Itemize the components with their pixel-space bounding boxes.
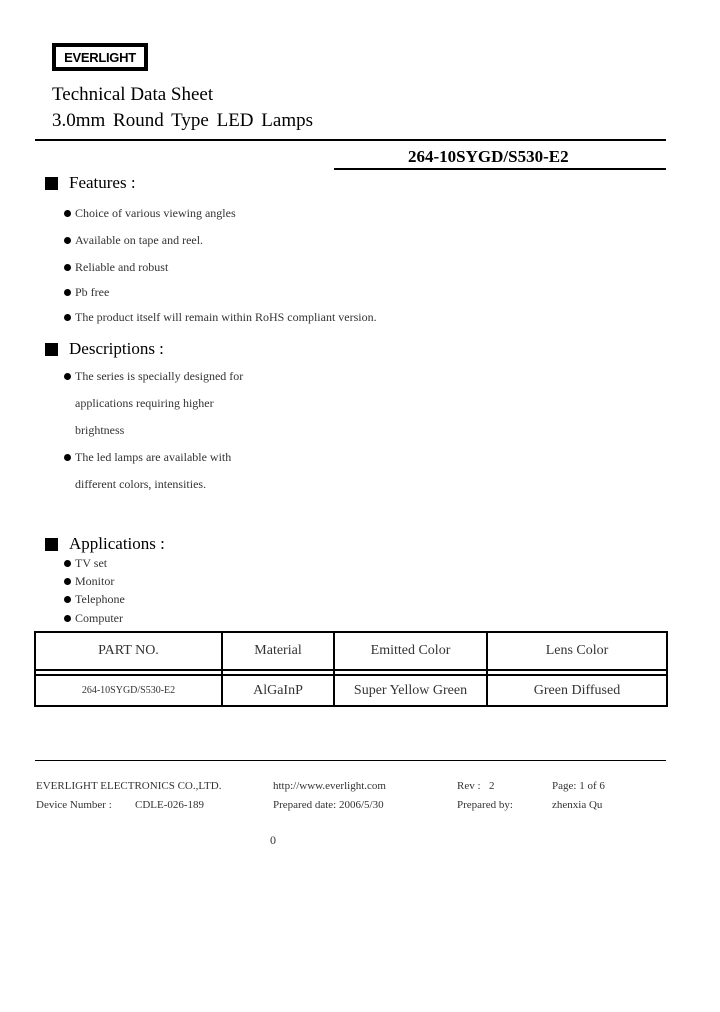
application-item — [64, 611, 123, 626]
footer-prepared-date: Prepared date: 2006/5/30 — [273, 799, 384, 811]
descriptions-heading — [45, 339, 164, 359]
bullet-dot-icon — [64, 578, 71, 585]
feature-text: Choice of various viewing angles — [75, 206, 236, 220]
document-title: Technical Data Sheet — [52, 84, 214, 105]
bullet-dot-icon — [64, 615, 71, 622]
description-text: The series is specially designed for — [75, 369, 244, 383]
footer-device-value: CDLE-026-189 — [135, 799, 205, 811]
footer-rule — [35, 760, 666, 761]
feature-text: Available on tape and reel. — [75, 233, 204, 247]
description-continuation: brightness — [75, 423, 125, 437]
header-cell-lens-color: Lens Color — [487, 632, 667, 670]
description-item — [64, 450, 231, 465]
feature-text: Pb free — [75, 285, 110, 299]
footer-company: EVERLIGHT ELECTRONICS CO.,LTD. — [36, 780, 222, 792]
bullet-dot-icon — [64, 373, 71, 380]
footer-url: http://www.everlight.com — [273, 780, 386, 792]
application-item — [64, 556, 107, 571]
feature-text: The product itself will remain within RoHS compliant version. — [75, 310, 377, 324]
document-subtitle: 3.0mm Round Type LED Lamps — [52, 110, 313, 131]
feature-item — [64, 206, 236, 221]
everlight-logo — [52, 43, 148, 71]
spec-table — [34, 631, 668, 707]
square-bullet-icon — [45, 343, 58, 356]
bullet-dot-icon — [64, 596, 71, 603]
description-text: The led lamps are available with — [75, 450, 232, 464]
cell-emitted-color: Super Yellow Green — [334, 675, 487, 706]
header-cell-emitted-color: Emitted Color — [334, 632, 487, 670]
square-bullet-icon — [45, 538, 58, 551]
application-text: Computer — [75, 611, 123, 625]
logo-frame — [55, 46, 145, 68]
feature-item — [64, 310, 377, 325]
descriptions-heading-label: Descriptions : — [69, 339, 164, 358]
table-row — [35, 675, 667, 706]
applications-heading — [45, 534, 165, 554]
application-text: TV set — [75, 556, 108, 570]
footer-prepared-by-label: Prepared by: — [457, 799, 513, 811]
bullet-dot-icon — [64, 454, 71, 461]
features-heading — [45, 173, 136, 193]
description-item — [64, 369, 243, 384]
bullet-dot-icon — [64, 264, 71, 271]
bullet-dot-icon — [64, 289, 71, 296]
footer-device-label: Device Number : — [36, 799, 112, 811]
cell-lens-color: Green Diffused — [487, 675, 667, 706]
feature-item — [64, 233, 203, 248]
applications-heading-label: Applications : — [69, 534, 165, 553]
bullet-dot-icon — [64, 560, 71, 567]
cell-material: AlGaInP — [222, 675, 334, 706]
feature-item — [64, 260, 168, 275]
feature-text: Reliable and robust — [75, 260, 169, 274]
footer-page: Page: 1 of 6 — [552, 780, 605, 792]
bullet-dot-icon — [64, 210, 71, 217]
page-index: 0 — [270, 833, 276, 847]
bullet-dot-icon — [64, 314, 71, 321]
header-rule — [35, 139, 666, 141]
footer-prepared-by-value: zhenxia Qu — [552, 799, 603, 811]
application-item — [64, 592, 125, 607]
table-header-row — [35, 632, 667, 670]
cell-part-no: 264-10SYGD/S530-E2 — [35, 675, 222, 706]
application-text: Monitor — [75, 574, 115, 588]
square-bullet-icon — [45, 177, 58, 190]
footer-rev-value: 2 — [489, 780, 495, 792]
logo-text: EVERLIGHT — [64, 49, 136, 65]
header-cell-material: Material — [222, 632, 334, 670]
features-heading-label: Features : — [69, 173, 136, 192]
footer-rev-label: Rev : — [457, 780, 481, 792]
description-continuation: applications requiring higher — [75, 396, 214, 410]
description-continuation: different colors, intensities. — [75, 477, 207, 491]
application-text: Telephone — [75, 592, 125, 606]
feature-item — [64, 285, 109, 300]
application-item — [64, 574, 114, 589]
part-number-title: 264-10SYGD/S530-E2 — [408, 147, 569, 166]
header-cell-part-no: PART NO. — [35, 632, 222, 670]
part-number-rule — [334, 168, 666, 170]
bullet-dot-icon — [64, 237, 71, 244]
